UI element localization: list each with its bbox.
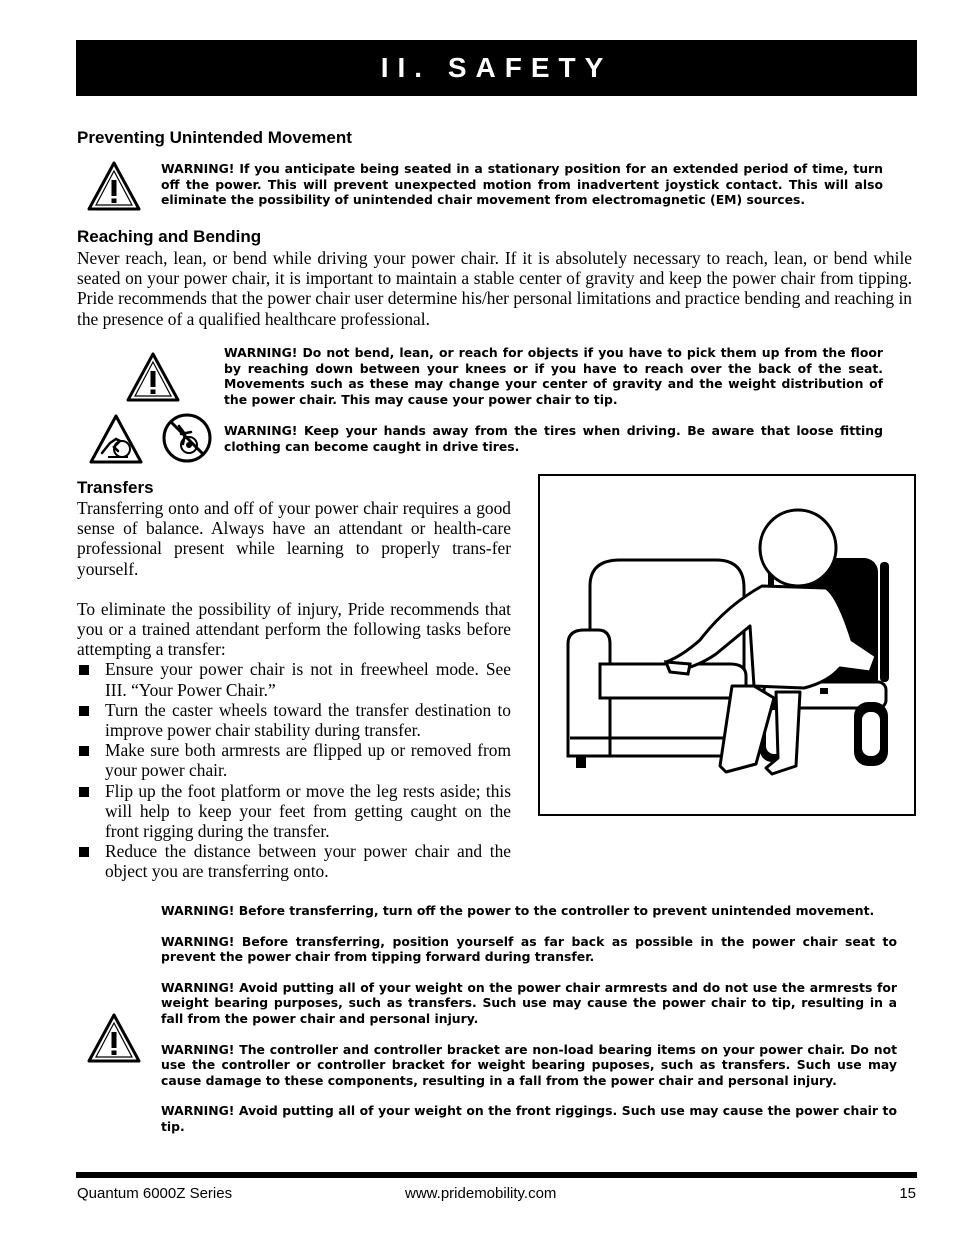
warning-triangle-icon xyxy=(86,160,142,212)
list-item: Reduce the distance between your power chair and the object you are transferring onto. xyxy=(77,841,511,881)
list-item: Ensure your power chair is not in freewheel mode. See III. “Your Power Chair.” xyxy=(77,659,511,699)
paragraph-transfers-tasks: To eliminate the possibility of injury, Pride recommends that you or a trained attendant perform the following tasks before attempting a transfer: xyxy=(77,598,511,660)
paragraph-reaching: Never reach, lean, or bend while driving your power chair. If it is absolutely necessary to reach, lean, or bend while seated on your power chair, it is important to maintain a stable center of gravity and keep the power chair from tipping. Pride recommends that the power chair user determine his/her personal limitations and practice bending and reaching in the presence of a qualified healthcare professional. xyxy=(77,248,912,329)
warning-text: WARNING! Avoid putting all of your weight on the front riggings. Such use may cause the power chair to tip. xyxy=(161,1103,897,1134)
no-hands-in-tire-icon xyxy=(161,412,213,464)
transfer-warnings xyxy=(161,903,897,1135)
footer-rule xyxy=(76,1172,917,1178)
heading-preventing-movement: Preventing Unintended Movement xyxy=(77,128,352,147)
list-item: Turn the caster wheels toward the transfer destination to improve power chair stability during transfer. xyxy=(77,700,511,740)
section-banner: II. SAFETY xyxy=(76,40,917,96)
footer-product-name: Quantum 6000Z Series xyxy=(77,1185,233,1202)
list-item: Flip up the foot platform or move the leg rests aside; this will help to keep your feet from getting caught on the front rigging during the transfer. xyxy=(77,781,511,842)
warning-text: WARNING! Before transferring, position yourself as far back as possible in the power chair seat to prevent the power chair from tipping forward during transfer. xyxy=(161,933,897,965)
warning-triangle-icon xyxy=(86,1012,142,1064)
warning-text: WARNING! Avoid putting all of your weight on the power chair armrests and do not use the armrests for weight bearing purposes, such as transfers. Such use may cause the power chair to tip, resulting in a fall from the power chair and personal injury. xyxy=(161,979,897,1026)
warning-triangle-icon xyxy=(125,351,181,403)
warning-text: WARNING! Keep your hands away from the tires when driving. Be aware that loose fitting clothing can become caught in drive tires. xyxy=(224,423,883,454)
transfer-task-list xyxy=(77,659,511,881)
warning-text: WARNING! The controller and controller bracket are non-load bearing items on your power chair. Do not use the controller or controller bracket for weight bearing puposes, such as transfers. Such use may cause damage to these components, resulting in a fall from the power chair and personal injury. xyxy=(161,1041,897,1088)
footer-website: www.pridemobility.com xyxy=(405,1185,557,1202)
hand-pinch-hazard-icon xyxy=(88,413,144,465)
warning-text: WARNING! Do not bend, lean, or reach for objects if you have to pick them up from the floor by reaching down between your knees or if you have to reach over the back of the seat. Movements such as these may change your center of gravity and the weight distribution of the power chair. This may cause your power chair to tip. xyxy=(224,345,883,407)
paragraph-transfers-intro: Transferring onto and off of your power chair requires a good sense of balance. Always have an attendant or health-care professional present while learning to properly trans-fer yourself. xyxy=(77,498,511,579)
warning-text: WARNING! Before transferring, turn off the power to the controller to prevent unintended movement. xyxy=(161,903,875,918)
warning-text: WARNING! If you anticipate being seated in a stationary position for an extended period of time, turn off the power. This will prevent unexpected motion from inadvertent joystick contact. This will also eliminate the possibility of unintended chair movement from electromagnetic (EM) sources. xyxy=(161,161,883,208)
heading-reaching-bending: Reaching and Bending xyxy=(77,227,262,246)
heading-transfers: Transfers xyxy=(77,478,154,497)
transfers-text xyxy=(77,498,511,882)
page-number: 15 xyxy=(899,1185,916,1202)
list-item: Make sure both armrests are flipped up or removed from your power chair. xyxy=(77,740,511,780)
transfer-illustration xyxy=(538,474,916,816)
